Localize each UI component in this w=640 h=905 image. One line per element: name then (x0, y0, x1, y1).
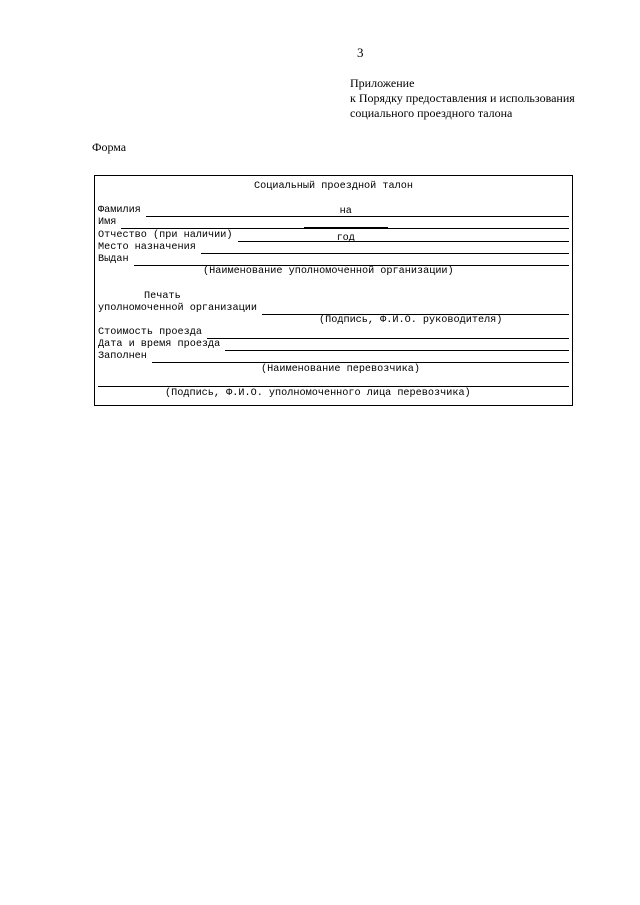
datetime-field[interactable] (225, 341, 569, 351)
destination-row (98, 242, 569, 254)
surname-field[interactable] (146, 207, 569, 217)
fare-label: Стоимость проезда (98, 327, 202, 338)
head-signature-field[interactable] (262, 305, 569, 315)
carrier-signature-field[interactable] (98, 386, 569, 387)
year-prefix: на (339, 206, 352, 217)
patronymic-row (98, 230, 569, 242)
appendix-header (350, 76, 575, 121)
name-row (98, 217, 569, 229)
appendix-title: Приложение (350, 76, 415, 90)
surname-label: Фамилия (98, 205, 141, 216)
stamp-org-row (98, 303, 569, 315)
ticket-top-border (94, 175, 573, 176)
issued-caption: (Наименование уполномоченной организации) (203, 266, 454, 277)
ticket-bottom-border (94, 405, 573, 406)
filled-row (98, 351, 569, 363)
stamp-label: Печать (144, 291, 181, 302)
datetime-row (98, 339, 569, 351)
head-caption: (Подпись, Ф.И.О. руководителя) (319, 315, 503, 326)
issued-label: Выдан (98, 254, 129, 265)
name-field[interactable] (121, 219, 569, 229)
appendix-line-2: к Порядку предоставления и использования (350, 91, 575, 105)
destination-field[interactable] (201, 244, 569, 254)
issued-field[interactable] (134, 256, 569, 266)
filled-field[interactable] (152, 353, 569, 363)
stamp-org-label: уполномоченной организации (98, 303, 257, 314)
issued-row (98, 254, 569, 266)
year-suffix: год (336, 233, 355, 244)
surname-row (98, 205, 569, 217)
fare-row (98, 327, 569, 339)
appendix-line-3: социального проездного талона (350, 106, 513, 120)
signature-caption: (Подпись, Ф.И.О. уполномоченного лица перевозчика) (165, 388, 471, 399)
form-label: Форма (92, 140, 127, 154)
ticket-title: Социальный проездной талон (254, 181, 413, 192)
name-label: Имя (98, 217, 117, 228)
social-ticket-form (94, 175, 573, 406)
destination-label: Место назначения (98, 242, 196, 253)
page-number: 3 (357, 45, 364, 60)
datetime-label: Дата и время проезда (98, 339, 221, 350)
filled-label: Заполнен (98, 351, 147, 362)
patronymic-label: Отчество (при наличии) (98, 230, 233, 241)
fare-field[interactable] (207, 329, 569, 339)
carrier-caption: (Наименование перевозчика) (261, 364, 420, 375)
patronymic-field[interactable] (238, 232, 570, 242)
